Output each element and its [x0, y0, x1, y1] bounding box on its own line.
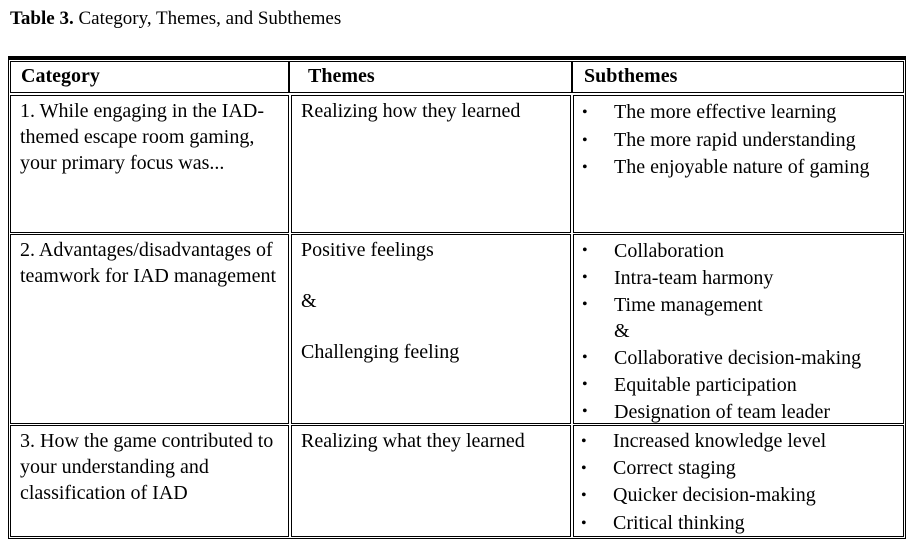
row-1-themes: [291, 95, 571, 233]
list-item: • The more effective learning: [582, 101, 837, 123]
row-2-theme-positive: Positive feelings: [301, 239, 434, 261]
list-item: • Quicker decision-making: [581, 484, 816, 507]
table-caption-text: Category, Themes, and Subthemes: [78, 8, 342, 29]
list-item: • Increased knowledge level: [581, 430, 827, 452]
row-2-subthemes: [573, 234, 904, 424]
list-item: • Equitable participation: [582, 373, 797, 396]
row-2-themes: [291, 234, 571, 424]
row-3-subtheme-list: [581, 428, 903, 537]
row-2-theme-separator: &: [301, 290, 317, 312]
list-item: • The more rapid understanding: [582, 128, 856, 151]
row-3-theme: Realizing what they learned: [301, 430, 525, 452]
list-item: • Critical thinking: [581, 511, 745, 534]
list-item: • Designation of team leader: [582, 400, 831, 423]
list-item: • Time management: [582, 293, 763, 316]
list-item: • Intra-team harmony: [582, 266, 774, 289]
row-1-subthemes: [573, 95, 904, 233]
table-caption-label: Table 3.: [10, 8, 74, 29]
row-2-subtheme-list-a: [582, 238, 903, 318]
list-item: • Collaborative decision-making: [582, 347, 862, 370]
row-3-subthemes: [573, 425, 904, 537]
row-2-category: 2. Advantages/disadvantages of teamwork for IAD management: [10, 234, 289, 424]
list-item: • Collaboration: [582, 240, 724, 262]
row-1-subtheme-list: [582, 99, 903, 182]
row-3-themes: [291, 425, 571, 537]
header-themes: Themes: [289, 61, 572, 93]
row-2-subtheme-list-b: [582, 345, 903, 425]
list-item: • Correct staging: [581, 457, 736, 480]
row-2-theme-challenging: Challenging feeling: [301, 341, 460, 363]
row-3-category: 3. How the game contributed to your understanding and classification of IAD: [10, 425, 289, 537]
row-1-category: 1. While engaging in the IAD-themed escape room gaming, your primary focus was...: [10, 95, 289, 233]
row-2-subtheme-separator: &: [614, 320, 630, 343]
row-1-theme: Realizing how they learned: [301, 100, 521, 122]
header-category: Category: [10, 61, 289, 93]
header-subthemes: Subthemes: [572, 61, 904, 93]
list-item: • The enjoyable nature of gaming: [582, 156, 870, 178]
table-caption: [10, 7, 341, 31]
